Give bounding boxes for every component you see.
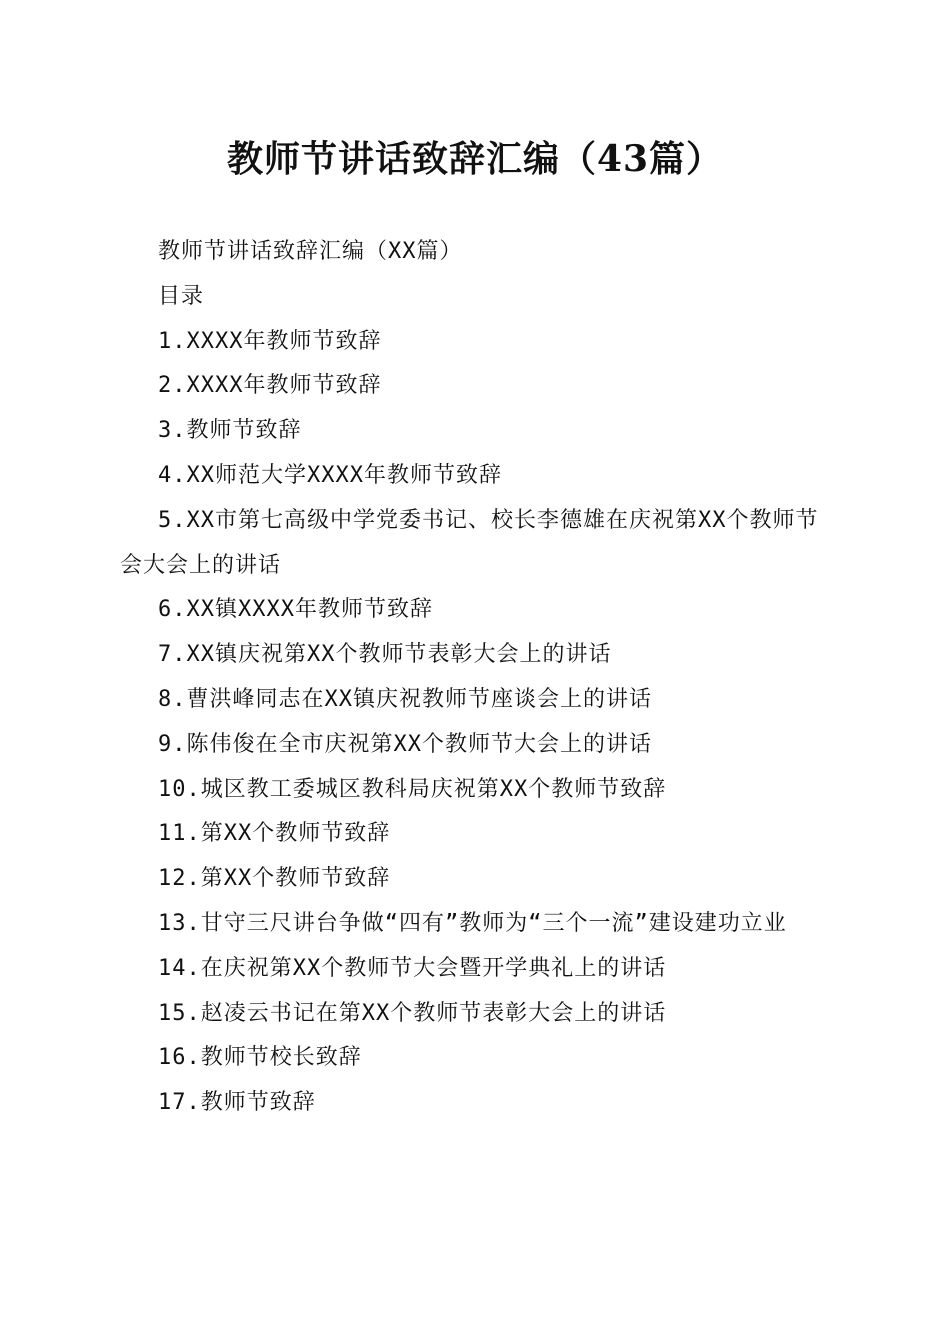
- toc-item: 12.第XX个教师节致辞: [158, 866, 391, 892]
- document-subtitle: 教师节讲话致辞汇编（XX篇）: [158, 239, 463, 264]
- toc-item: 7.XX镇庆祝第XX个教师节表彰大会上的讲话: [158, 642, 612, 668]
- toc-item: 9.陈伟俊在全市庆祝第XX个教师节大会上的讲话: [158, 731, 652, 757]
- toc-item: 10.城区教工委城区教科局庆祝第XX个教师节致辞: [158, 776, 667, 802]
- toc-item: 5.XX市第七高级中学党委书记、校长李德雄在庆祝第XX个教师节会大会上的讲话: [120, 507, 819, 578]
- document-title: 教师节讲话致辞汇编（43篇）: [226, 138, 724, 180]
- toc-item: 6.XX镇XXXX年教师节致辞: [158, 597, 433, 623]
- toc-item: 14.在庆祝第XX个教师节大会暨开学典礼上的讲话: [158, 955, 667, 981]
- toc-heading: 目录: [158, 283, 205, 309]
- toc-item: 4.XX师范大学XXXX年教师节致辞: [158, 462, 502, 488]
- toc-item: 8.曹洪峰同志在XX镇庆祝教师节座谈会上的讲话: [158, 686, 652, 712]
- toc-item: 2.XXXX年教师节致辞: [158, 373, 382, 399]
- toc-item: 16.教师节校长致辞: [158, 1045, 362, 1071]
- toc-item: 1.XXXX年教师节致辞: [158, 328, 382, 354]
- toc-item: 13.甘守三尺讲台争做“四有”教师为“三个一流”建设建功立业: [158, 910, 787, 936]
- toc-item: 17.教师节致辞: [158, 1090, 316, 1116]
- toc-item: 3.教师节致辞: [158, 418, 302, 444]
- document-body: [120, 230, 830, 1126]
- toc-item: 15.赵凌云书记在第XX个教师节表彰大会上的讲话: [158, 1000, 667, 1026]
- toc-item: 11.第XX个教师节致辞: [158, 821, 391, 847]
